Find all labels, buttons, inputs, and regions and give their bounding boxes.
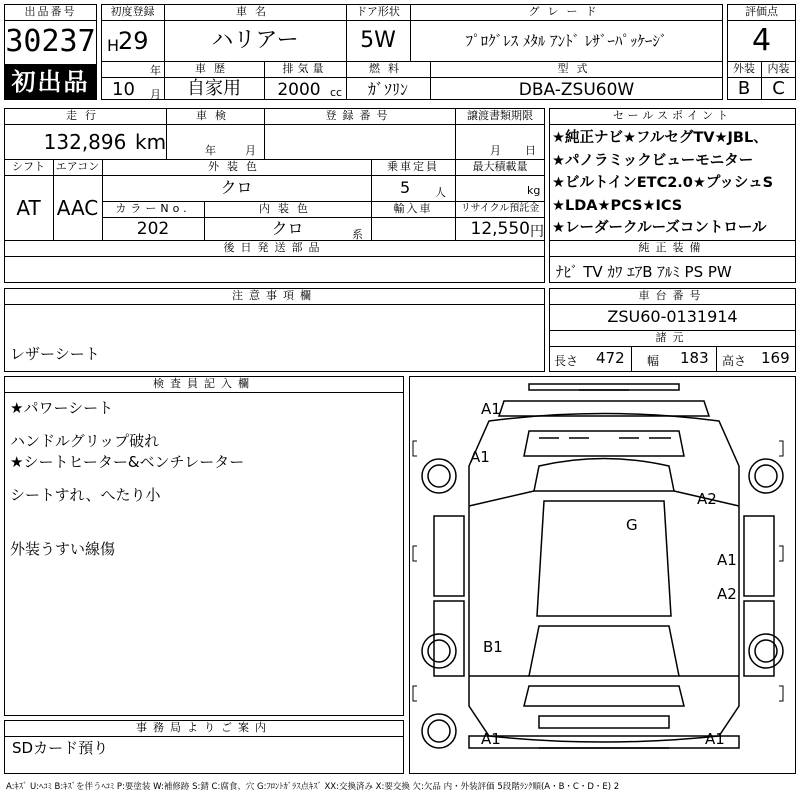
legend: A:ｷｽﾞ U:ﾍｺﾐ B:ｷｽﾞを伴うﾍｺﾐ P:要塗装 W:補修跡 S:錆 C:腐食、穴 G:ﾌﾛﾝﾄｶﾞﾗｽ点ｷｽﾞ XX:交換済み X:要交換 欠:欠品 内・外装評価 5段階ﾗﾝｸ順(A・B・C・D・E) 2 [6, 782, 620, 792]
mileage-unit: km [135, 130, 167, 154]
length: 472 [596, 349, 625, 367]
car-name-label: 車名 [236, 5, 274, 18]
length-label: 長さ [554, 354, 579, 368]
lot-number-label: 出品番号 [24, 5, 77, 18]
caution-line: ★パワーシート [10, 399, 114, 417]
door-type: 5W [360, 28, 396, 53]
recycle-fee: 12,550 [470, 219, 530, 239]
history: 自家用 [187, 78, 241, 99]
damage-mark: B1 [483, 638, 503, 656]
sales-points-list [552, 127, 796, 240]
aircon: AAC [56, 196, 99, 220]
recycle-unit: 円 [530, 224, 544, 240]
displacement: 2000 [277, 80, 321, 100]
transfer-month-unit: 月 [490, 144, 501, 157]
damage-mark: A2 [697, 490, 717, 508]
grade-label: グレード [528, 5, 605, 18]
displacement-unit: cc [330, 86, 343, 99]
width: 183 [680, 349, 709, 367]
sales-point: ★ビルトインETC2.0★プッシュS [552, 175, 774, 191]
damage-mark: A1 [481, 400, 501, 418]
width-label: 幅 [647, 354, 660, 368]
exterior-color: クロ [220, 178, 253, 197]
equipment-label: 純正装備 [638, 241, 707, 254]
model-label: 型式 [557, 62, 596, 75]
month-unit: 月 [150, 88, 161, 101]
registration-month: 10 [112, 79, 135, 100]
office-note: SDカード預り [12, 739, 109, 757]
inspector-label: 検査員記入欄 [153, 377, 255, 390]
height-label: 高さ [722, 354, 747, 368]
damage-mark: A1 [717, 551, 737, 569]
equipment: ﾅﾋﾞ TV ｶﾜ ｴｱB ｱﾙﾐ PS PW [556, 263, 732, 281]
lot-number: 30237 [5, 24, 96, 59]
year-unit: 年 [150, 64, 161, 77]
caution-line: レザーシート [10, 345, 100, 363]
damage-mark: A1 [705, 730, 725, 748]
inspector-line: シートすれ、へたり小 [10, 486, 161, 504]
registration-number-label: 登録番号 [325, 109, 394, 122]
color-no: 202 [136, 219, 170, 239]
chassis-number: ZSU60-0131914 [607, 307, 738, 326]
fuel-label: 燃料 [369, 62, 407, 75]
exterior-color-label: 外装色 [208, 160, 265, 173]
first-listing-text: 初出品 [11, 68, 90, 96]
inspection-year-unit: 年 [205, 144, 216, 157]
score: 4 [751, 23, 772, 58]
caution-label: 注意事項欄 [232, 289, 317, 302]
sales-point: ★パノラミックビューモニター [552, 152, 754, 169]
office-label: 事務局よりご案内 [136, 721, 272, 734]
capacity-label: 乗車定員 [387, 160, 439, 173]
shift-label: シフト [12, 160, 45, 173]
car-diagram [409, 376, 796, 774]
dimensions-label: 諸元 [655, 331, 690, 344]
damage-mark: A1 [481, 730, 501, 748]
damage-mark: A2 [717, 585, 737, 603]
max-load-unit: kg [527, 184, 541, 197]
registration-year: 29 [118, 27, 149, 55]
history-label: 車歴 [195, 62, 233, 75]
sales-point: ★LDA★PCS★ICS [552, 197, 683, 214]
inspector-line: 外装うすい線傷 [10, 540, 116, 558]
inspector-notes [10, 396, 160, 576]
fuel: ｶﾞｿﾘﾝ [367, 80, 408, 99]
inspector-line: ハンドルグリップ破れ [10, 432, 160, 450]
transfer-deadline-label: 譲渡書類期限 [467, 109, 533, 122]
score-label: 評価点 [745, 5, 778, 18]
door-label: ドア形状 [356, 5, 400, 18]
model-code: DBA-ZSU60W [518, 80, 635, 100]
capacity-unit: 人 [435, 186, 446, 199]
registration-label: 初度登録 [110, 5, 155, 18]
sales-point: ★純正ナビ★フルセグTV★JBL、 [552, 130, 768, 146]
damage-mark: A1 [470, 448, 490, 466]
color-no-label: カラーNo. [115, 202, 191, 215]
height: 169 [761, 349, 790, 367]
era: H [107, 36, 120, 55]
aircon-label: エアコン [55, 160, 100, 173]
recycle-label: リサイクル預託金 [460, 203, 540, 214]
import-label: 輸入車 [393, 202, 433, 215]
displacement-label: 排気量 [282, 62, 328, 75]
transfer-day-unit: 日 [525, 144, 536, 157]
caution-line: ★シートヒーター&ベンチレーター [10, 453, 245, 471]
chassis-label: 車台番号 [638, 289, 707, 302]
shift: AT [16, 196, 41, 220]
sales-point: ★レーダークルーズコントロール [552, 220, 767, 236]
capacity: 5 [400, 178, 411, 197]
exterior-label: 外装 [733, 62, 755, 75]
interior-color-unit: 系 [352, 228, 363, 241]
inspection-month-unit: 月 [245, 144, 256, 157]
grade: ﾌﾟﾛｸﾞﾚｽ ﾒﾀﾙ ｱﾝﾄﾞ ﾚｻﾞｰﾊﾟｯｹｰｼﾞ [465, 32, 668, 50]
car-name: ハリアー [211, 28, 299, 53]
interior-label: 内装 [767, 62, 790, 75]
mileage-label: 走行 [66, 109, 104, 122]
damage-mark: G [626, 516, 638, 534]
inspection-label: 車検 [196, 109, 234, 122]
later-parts-label: 後日発送部品 [223, 241, 326, 254]
max-load-label: 最大積載量 [472, 160, 528, 173]
exterior-grade: B [737, 78, 751, 99]
mileage: 132,896 [43, 130, 127, 154]
interior-grade: C [772, 78, 785, 99]
sales-points-label: セールスポイント [612, 109, 732, 122]
interior-color-label: 内装色 [259, 202, 316, 215]
interior-color: クロ [271, 219, 304, 238]
